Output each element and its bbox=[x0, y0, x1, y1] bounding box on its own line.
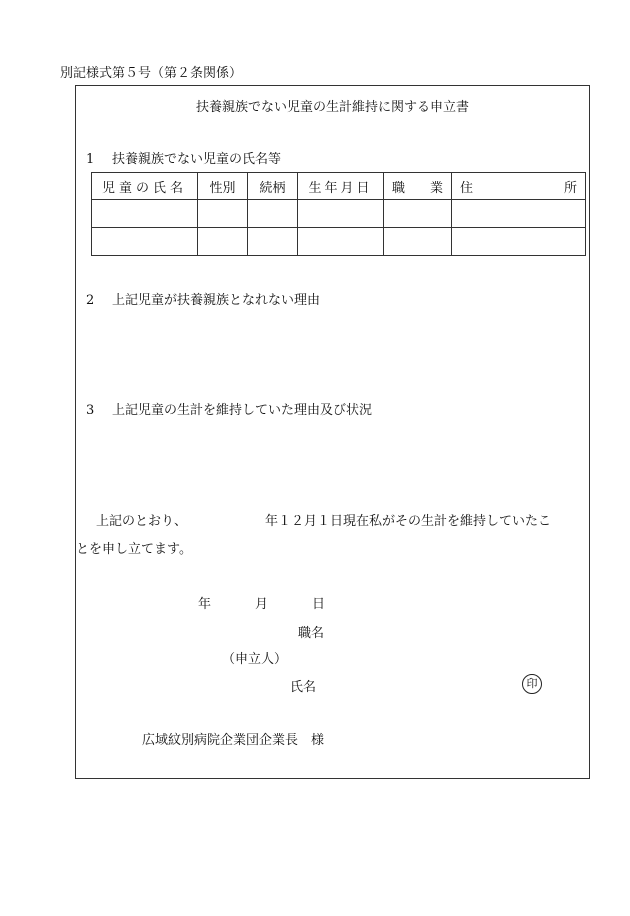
post-label: 職名 bbox=[298, 626, 325, 641]
header-relationship: 続柄 bbox=[248, 173, 298, 200]
header-sex: 性別 bbox=[198, 173, 248, 200]
declaration-line-2: とを申し立てます。 bbox=[76, 542, 192, 557]
section-1-label: 扶養親族でない児童の氏名等 bbox=[112, 152, 282, 167]
cell-relationship[interactable] bbox=[248, 228, 298, 256]
section-2-heading bbox=[86, 289, 320, 308]
table-row bbox=[92, 200, 586, 228]
form-frame bbox=[75, 85, 590, 779]
cell-occupation[interactable] bbox=[384, 200, 452, 228]
date-year: 年 bbox=[198, 597, 212, 612]
section-3-heading bbox=[86, 399, 372, 418]
addressee: 広域紋別病院企業団企業長 様 bbox=[142, 733, 325, 748]
document-title: 扶養親族でない児童の生計維持に関する申立書 bbox=[195, 100, 469, 115]
header-child-name: 児童の氏名 bbox=[92, 173, 198, 200]
date-month: 月 bbox=[255, 597, 269, 612]
seal-icon: 印 bbox=[522, 674, 542, 694]
children-table bbox=[91, 172, 586, 256]
header-address: 住所 bbox=[452, 173, 586, 200]
name-label: 氏名 bbox=[290, 680, 317, 695]
cell-occupation[interactable] bbox=[384, 228, 452, 256]
table-row bbox=[92, 228, 586, 256]
cell-child-name[interactable] bbox=[92, 200, 198, 228]
cell-child-name[interactable] bbox=[92, 228, 198, 256]
applicant-label: （申立人） bbox=[222, 652, 288, 667]
form-reference: 別記様式第５号（第２条関係） bbox=[60, 66, 243, 81]
declaration-part-1: 上記のとおり、 bbox=[96, 514, 188, 529]
cell-address[interactable] bbox=[452, 200, 586, 228]
date-line bbox=[198, 593, 325, 612]
header-occupation: 職業 bbox=[384, 173, 452, 200]
section-3-label: 上記児童の生計を維持していた理由及び状況 bbox=[112, 403, 373, 418]
cell-address[interactable] bbox=[452, 228, 586, 256]
section-2-label: 上記児童が扶養親族となれない理由 bbox=[112, 293, 321, 308]
date-day: 日 bbox=[312, 597, 326, 612]
header-birthdate: 生年月日 bbox=[298, 173, 384, 200]
declaration-line-1 bbox=[96, 510, 551, 529]
cell-sex[interactable] bbox=[198, 200, 248, 228]
cell-birthdate[interactable] bbox=[298, 228, 384, 256]
cell-relationship[interactable] bbox=[248, 200, 298, 228]
cell-birthdate[interactable] bbox=[298, 200, 384, 228]
section-3-number: 3 bbox=[86, 403, 95, 418]
section-1-number: 1 bbox=[86, 152, 95, 167]
table-header-row bbox=[92, 173, 586, 200]
section-2-number: 2 bbox=[86, 293, 95, 308]
section-1-heading bbox=[86, 148, 281, 167]
cell-sex[interactable] bbox=[198, 228, 248, 256]
declaration-part-2: 年１２月１日現在私がその生計を維持していたこ bbox=[265, 514, 552, 529]
